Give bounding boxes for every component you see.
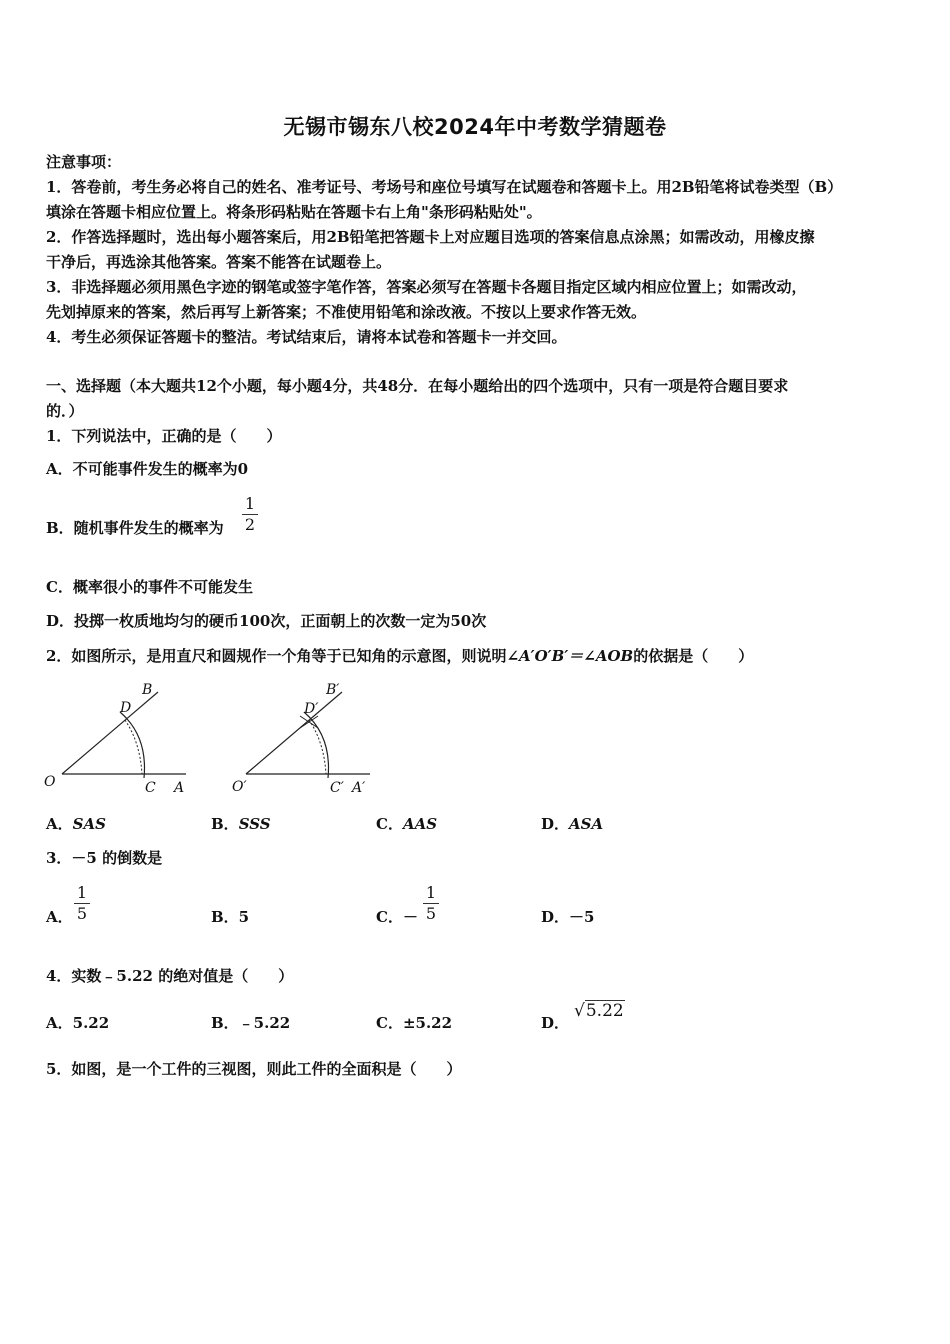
fraction-numerator: 1	[76, 883, 88, 902]
label-a-prime: A′	[352, 780, 366, 796]
notice-line: 2．作答选择题时，选出每小题答案后，用2B铅笔把答题卡上对应题目选项的答案信息点涂黑；如需改动，用橡皮擦	[46, 228, 815, 246]
fraction-denominator: 5	[425, 904, 437, 923]
notice-line: 1．答卷前，考生务必将自己的姓名、准考证号、考场号和座位号填写在试题卷和答题卡上。用2B铅笔将试卷类型（B）	[46, 178, 843, 196]
ray-o-prime-b-prime	[246, 692, 342, 774]
question-3-a-fraction	[74, 884, 90, 923]
notice-heading: 注意事项：	[46, 153, 122, 171]
question-4-option-d: D．	[541, 1014, 570, 1032]
question-3-option-a: A．	[46, 908, 73, 926]
question-5-stem: 5．如图，是一个工件的三视图，则此工件的全面积是（ ）	[46, 1060, 462, 1078]
question-2-stem-pre: 2．如图所示，是用直尺和圆规作一个角等于已知角的示意图，则说明	[46, 647, 507, 665]
option-letter: A．	[46, 815, 73, 833]
label-o: O	[44, 774, 56, 790]
question-4-option-c: C．±5.22	[376, 1014, 453, 1032]
notice-line: 先划掉原来的答案，然后再写上新答案；不准使用铅笔和涂改液。不按以上要求作答无效。	[46, 303, 647, 321]
sqrt-sign: √	[574, 1001, 585, 1021]
question-1-option-b: B．随机事件发生的概率为	[46, 519, 224, 537]
label-c: C	[145, 780, 156, 796]
question-2-stem	[46, 646, 753, 666]
question-3-c-fraction	[423, 884, 439, 923]
question-3-option-c: C．－	[376, 908, 418, 926]
option-text: AAS	[402, 815, 438, 833]
question-4-stem: 4．实数﹣5.22 的绝对值是（ ）	[46, 967, 294, 985]
label-b: B	[142, 682, 153, 698]
label-c-prime: C′	[330, 780, 344, 796]
question-1-b-fraction	[242, 495, 258, 534]
fraction-denominator: 2	[244, 515, 256, 534]
sqrt-radicand: 5.22	[585, 1001, 624, 1021]
question-2-stem-math: ∠A′O′B′＝∠AOB	[506, 647, 634, 665]
fraction-numerator: 1	[244, 494, 256, 513]
question-2-option-a	[46, 814, 106, 834]
option-letter: B．	[211, 815, 239, 833]
option-letter: C．	[376, 815, 403, 833]
question-2-option-c	[376, 814, 437, 834]
question-1-stem: 1．下列说法中，正确的是（ ）	[46, 427, 282, 445]
notice-line: 4．考生必须保证答题卡的整洁。考试结束后，请将本试卷和答题卡一并交回。	[46, 328, 567, 346]
notice-line: 3．非选择题必须用黑色字迹的钢笔或签字笔作答，答案必须写在答题卡各题目指定区域内相应位置上；如需改动，	[46, 278, 807, 296]
fraction-numerator: 1	[425, 883, 437, 902]
option-text: ASA	[569, 815, 604, 833]
question-3-stem: 3．－5 的倒数是	[46, 849, 163, 867]
notice-line: 干净后，再选涂其他答案。答案不能答在试题卷上。	[46, 253, 392, 271]
label-o-prime: O′	[232, 779, 247, 795]
question-4-option-a: A．5.22	[46, 1014, 110, 1032]
section-heading-cont: 的．）	[46, 402, 84, 420]
label-d: D	[120, 700, 132, 716]
question-1-option-d: D．投掷一枚质地均匀的硬币100次，正面朝上的次数一定为50次	[46, 612, 487, 630]
option-text: SAS	[72, 815, 106, 833]
notice-line: 填涂在答题卡相应位置上。将条形码粘贴在答题卡右上角"条形码粘贴处"。	[46, 203, 542, 221]
page-title: 无锡市锡东八校2024年中考数学猜题卷	[283, 115, 667, 139]
section-heading: 一、选择题（本大题共12个小题，每小题4分，共48分．在每小题给出的四个选项中，只有一项是符合题目要求	[46, 377, 789, 395]
question-4-sqrt	[574, 1001, 625, 1021]
label-b-prime: B′	[326, 682, 340, 698]
question-4-option-b: B．﹣5.22	[211, 1014, 291, 1032]
label-d-prime: D′	[304, 701, 319, 717]
ray-ob	[62, 692, 158, 774]
question-1-option-a: A．不可能事件发生的概率为0	[46, 460, 249, 478]
question-2-option-b	[211, 814, 271, 834]
fraction-denominator: 5	[76, 904, 88, 923]
question-3-option-d: D．－5	[541, 908, 595, 926]
option-text: SSS	[238, 815, 271, 833]
question-3-option-b: B．5	[211, 908, 250, 926]
option-letter: D．	[541, 815, 570, 833]
angle-figure-original	[40, 678, 200, 803]
question-2-stem-post: 的依据是（ ）	[633, 647, 754, 665]
label-a: A	[174, 780, 185, 796]
question-2-option-d	[541, 814, 603, 834]
question-1-option-c: C．概率很小的事件不可能发生	[46, 578, 253, 596]
angle-figure-copy	[228, 678, 388, 803]
